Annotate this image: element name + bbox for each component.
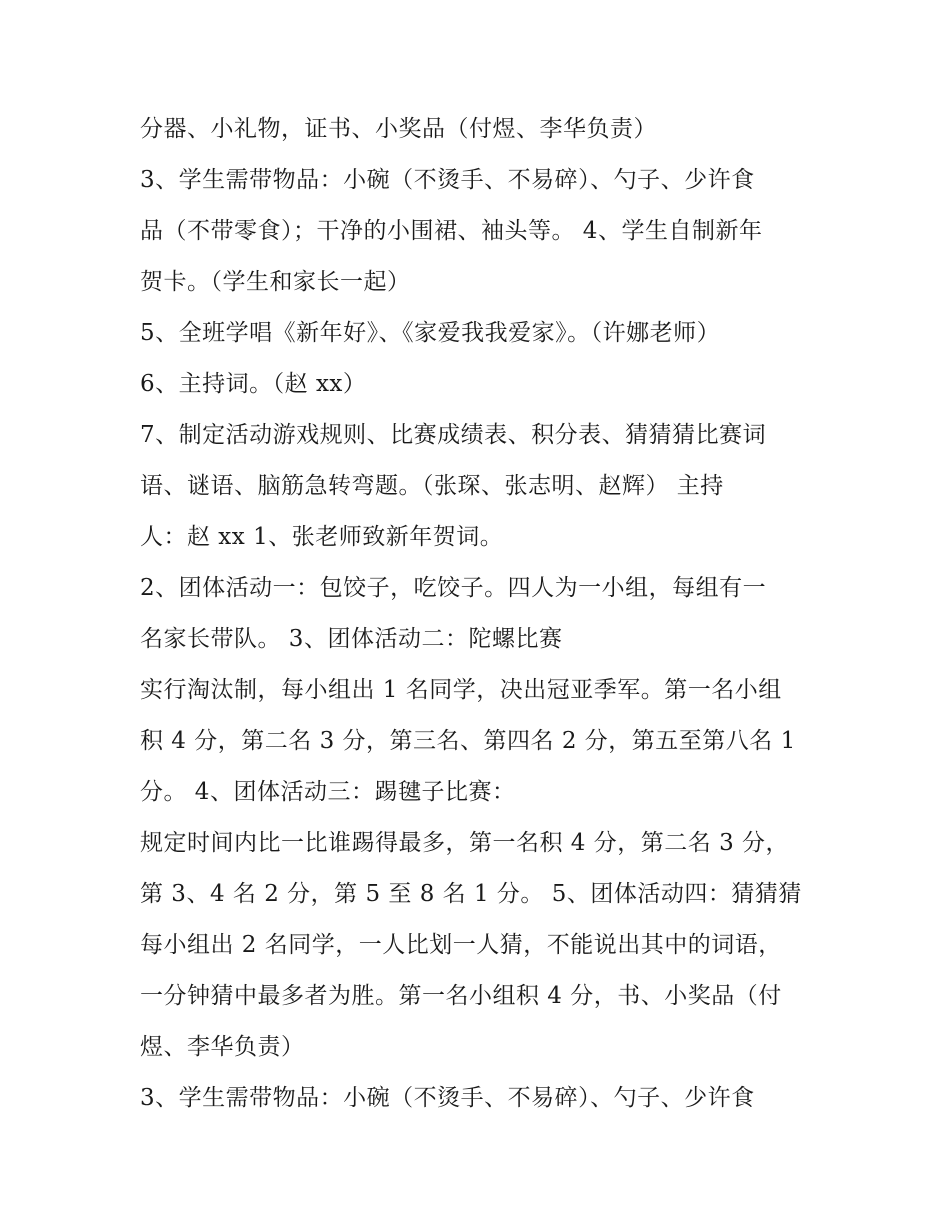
text-line: 贺卡。（学生和家长一起） xyxy=(140,269,411,295)
text-line: 3、学生需带物品：小碗（不烫手、不易碎）、勺子、少许食 xyxy=(140,167,755,193)
text-line: 语、谜语、脑筋急转弯题。（张琛、张志明、赵辉） 主持 xyxy=(140,473,724,499)
text-line: 每小组出 2 名同学，一人比划一人猜，不能说出其中的词语， xyxy=(140,932,782,958)
text-line: 分。 4、团体活动三：踢毽子比赛： xyxy=(140,779,516,805)
text-line: 实行淘汰制，每小组出 1 名同学，决出冠亚季军。第一名小组 xyxy=(140,677,782,703)
text-line: 名家长带队。 3、团体活动二：陀螺比赛 xyxy=(140,626,563,652)
document-body xyxy=(140,104,820,1124)
text-line: 规定时间内比一比谁踢得最多，第一名积 4 分，第二名 3 分， xyxy=(140,830,790,856)
text-line: 积 4 分，第二名 3 分，第三名、第四名 2 分，第五至第八名 1 xyxy=(140,728,796,754)
text-line: 煜、李华负责） xyxy=(140,1034,305,1060)
text-line: 分器、小礼物，证书、小奖品（付煜、李华负责） xyxy=(140,116,657,142)
text-line: 3、学生需带物品：小碗（不烫手、不易碎）、勺子、少许食 xyxy=(140,1085,755,1111)
text-line: 一分钟猜中最多者为胜。第一名小组积 4 分，书、小奖品（付 xyxy=(140,983,782,1009)
text-line: 人：赵 xx 1、张老师致新年贺词。 xyxy=(140,524,504,550)
text-line: 6、主持词。（赵 xx） xyxy=(140,371,367,397)
text-line: 品（不带零食）；干净的小围裙、袖头等。 4、学生自制新年 xyxy=(140,218,763,244)
text-line: 7、制定活动游戏规则、比赛成绩表、积分表、猜猜猜比赛词 xyxy=(140,422,767,448)
text-line: 5、全班学唱《新年好》、《家爱我我爱家》。（许娜老师） xyxy=(140,320,721,346)
text-line: 第 3、4 名 2 分，第 5 至 8 名 1 分。 5、团体活动四：猜猜猜 xyxy=(140,881,802,907)
text-line: 2、团体活动一：包饺子，吃饺子。四人为一小组，每组有一 xyxy=(140,575,767,601)
